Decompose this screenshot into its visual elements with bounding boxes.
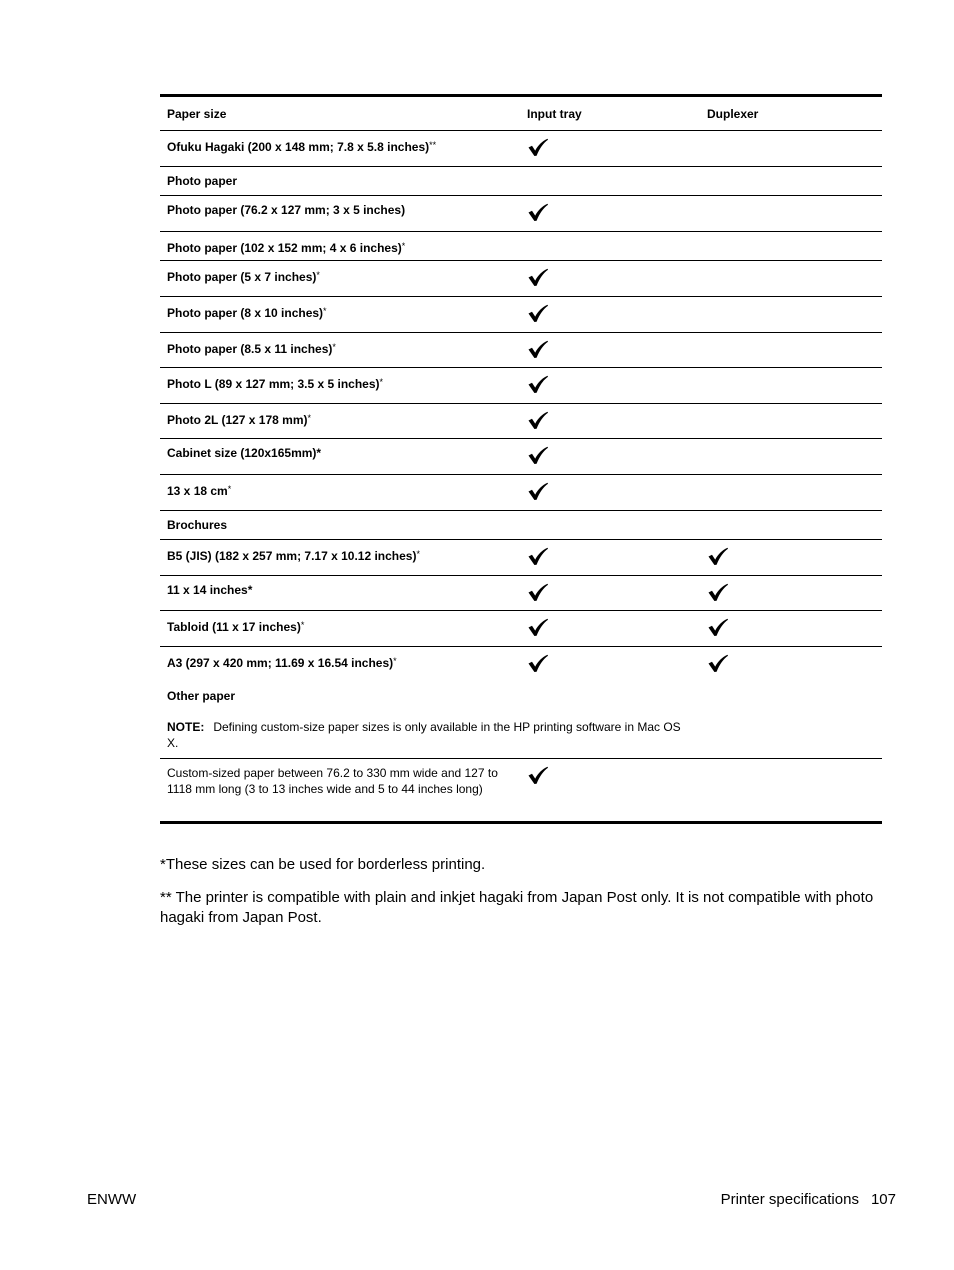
footer-left: ENWW [87, 1191, 137, 1208]
paper-size-text: 11 x 14 inches* [167, 582, 253, 597]
paper-size-label [167, 267, 522, 285]
table-row [160, 261, 882, 297]
table-row [160, 540, 882, 576]
checkmark-icon [527, 482, 549, 501]
paper-size-label [167, 410, 522, 428]
paper-size-text: B5 (JIS) (182 x 257 mm; 7.17 x 10.12 inches) [167, 549, 417, 564]
paper-size-text: 13 x 18 cm [167, 483, 228, 498]
custom-size-row [160, 759, 882, 821]
footnote-marker: * [316, 270, 320, 281]
checkmark-icon [707, 547, 729, 566]
checkmark-icon [707, 583, 729, 602]
paper-size-label [167, 238, 522, 256]
section-label [167, 517, 522, 533]
footnote-borderless: *These sizes can be used for borderless printing. [160, 856, 486, 873]
other-paper-row [160, 683, 882, 759]
paper-size-label [167, 582, 522, 598]
footnote-marker: ** [429, 140, 437, 150]
other-paper-title: Other paper [167, 688, 236, 703]
paper-size-text: Ofuku Hagaki (200 x 148 mm; 7.8 x 5.8 inches) [167, 140, 430, 154]
table-row [160, 131, 882, 167]
footnote-marker: * [300, 620, 305, 631]
header-duplexer: Duplexer [707, 107, 759, 121]
paper-size-text: Photo paper (76.2 x 127 mm; 3 x 5 inches) [167, 203, 406, 218]
paper-size-label [167, 445, 522, 461]
paper-size-label [167, 339, 522, 357]
checkmark-icon [527, 446, 549, 465]
paper-size-text: Photo paper (102 x 152 mm; 4 x 6 inches) [167, 240, 402, 255]
footnote-marker: * [307, 412, 312, 423]
paper-size-text: Photo paper (8 x 10 inches) [167, 305, 324, 320]
note-label: NOTE: [167, 719, 205, 734]
paper-size-label [167, 653, 522, 671]
section-row [160, 167, 882, 197]
footnote-marker: * [416, 549, 420, 560]
section-label [167, 173, 522, 189]
checkmark-icon [527, 203, 549, 222]
checkmark-icon [527, 138, 549, 157]
paper-size-label [167, 202, 522, 218]
footer-right [721, 1190, 896, 1210]
paper-size-label [167, 481, 522, 499]
table-body [160, 131, 882, 683]
table-row [160, 647, 882, 683]
note-text: Defining custom-size paper sizes is only available in the HP printing software in Mac OS X. [167, 719, 681, 750]
paper-size-label [167, 137, 522, 155]
footer-section: Printer specifications [720, 1191, 859, 1208]
table-row [160, 232, 882, 262]
paper-size-text: Tabloid (11 x 17 inches) [167, 620, 301, 635]
footnote-hagaki: ** The printer is compatible with plain and inkjet hagaki from Japan Post only. It is not compatible with photo hagaki from Japan Post. [160, 889, 874, 926]
table-row [160, 439, 882, 475]
table-row [160, 333, 882, 369]
page-number: 107 [870, 1191, 896, 1208]
paper-size-label [167, 303, 522, 321]
checkmark-icon [527, 304, 549, 323]
paper-size-text: Photo paper [167, 173, 238, 188]
footnote-marker: * [332, 341, 336, 352]
checkmark-icon [527, 618, 549, 637]
paper-size-text: Photo paper (8.5 x 11 inches) [167, 341, 333, 356]
paper-size-text: Photo paper (5 x 7 inches) [167, 270, 317, 285]
table-row [160, 475, 882, 511]
table-row [160, 196, 882, 232]
footnote-marker: * [227, 483, 232, 494]
checkmark-icon [527, 547, 549, 566]
paper-size-label [167, 546, 522, 564]
table-row [160, 297, 882, 333]
table-row [160, 404, 882, 440]
table-row [160, 368, 882, 404]
table-row [160, 611, 882, 647]
paper-size-text: Photo 2L (127 x 178 mm) [167, 412, 308, 427]
checkmark-icon [527, 654, 549, 673]
note [167, 719, 687, 751]
paper-size-text: Photo L (89 x 127 mm; 3.5 x 5 inches) [167, 377, 380, 392]
section-row [160, 511, 882, 541]
checkmark-icon [527, 583, 549, 602]
checkmark-icon [707, 618, 729, 637]
table-header-row [160, 97, 882, 131]
paper-size-label [167, 617, 522, 635]
footnote-marker: * [401, 240, 406, 251]
footnote-marker: * [393, 655, 397, 666]
paper-size-text: A3 (297 x 420 mm; 11.69 x 16.54 inches) [167, 655, 394, 670]
header-input-tray: Input tray [527, 107, 582, 121]
checkmark-icon [527, 375, 549, 394]
table-row [160, 576, 882, 612]
checkmark-icon [527, 268, 549, 287]
checkmark-icon [707, 654, 729, 673]
checkmark-icon [527, 340, 549, 359]
footnote-marker: * [323, 305, 327, 316]
paper-size-text: Brochures [167, 517, 228, 532]
header-paper-size: Paper size [167, 107, 227, 121]
checkmark-icon [527, 411, 549, 430]
custom-size-label: Custom-sized paper between 76.2 to 330 mm wide and 127 to 1118 mm long (3 to 13 inches wide and 5 to 44 inches long) [167, 765, 498, 796]
footnote-marker: * [379, 377, 384, 388]
checkmark-icon [527, 766, 549, 785]
paper-size-label [167, 374, 522, 392]
paper-size-text: Cabinet size (120x165mm)* [167, 446, 322, 461]
paper-size-table [160, 94, 882, 824]
